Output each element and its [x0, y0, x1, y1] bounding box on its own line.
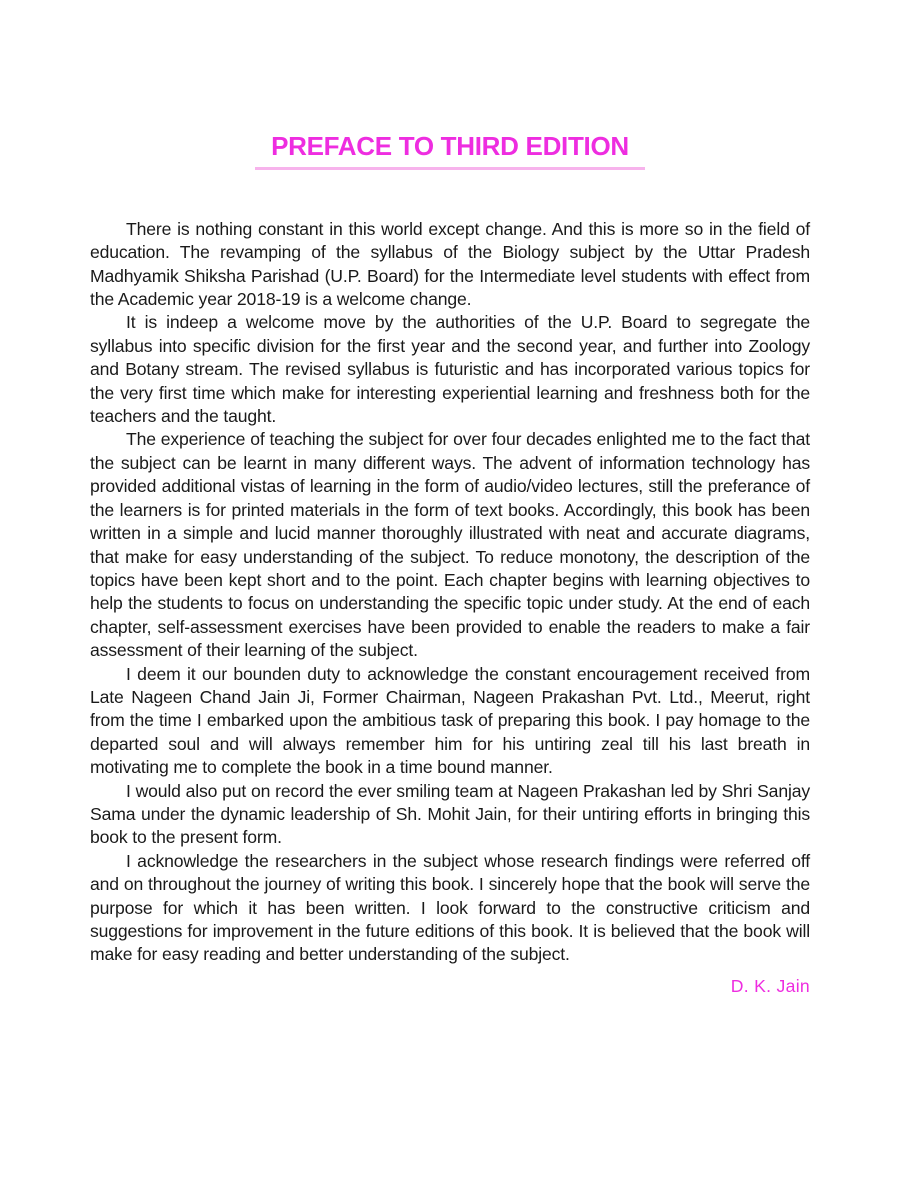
paragraph-2: It is indeep a welcome move by the authorities of the U.P. Board to segregate the syllabus into specific division for the first year and the second year, and further into Zoology and Botany stream. The revised syllabus is futuristic and has incorporated various topics for the very first time which make for interesting experiential learning and freshness both for the teachers and the taught.	[90, 312, 810, 427]
paragraph-3: The experience of teaching the subject for over four decades enlighted me to the fact that the subject can be learnt in many different ways. The advent of information technology has provided additional vistas of learning in the form of audio/video lectures, still the preferance of the learners is for printed materials in the form of text books. Accordingly, this book has been written in a simple and lucid manner thoroughly illustrated with neat and accurate diagrams, that make for easy understanding of the subject. To reduce monotony, the description of the topics have been kept short and to the point. Each chapter begins with learning objectives to help the students to focus on understanding the specific topic under study. At the end of each chapter, self-assessment exercises have been provided to enable the readers to make a fair assessment of their learning of the subject.	[90, 429, 810, 661]
page-title: PREFACE TO THIRD EDITION	[255, 127, 645, 170]
author-signature: D. K. Jain	[730, 975, 810, 996]
title-container	[90, 110, 810, 188]
paragraph-6: I acknowledge the researchers in the subject whose research findings were referred off and on throughout the journey of writing this book. I sincerely hope that the book will serve the purpose for which it has been written. I look forward to the constructive criticism and suggestions for improvement in the future editions of this book. It is believed that the book will make for easy reading and better understanding of the subject.	[90, 850, 810, 965]
preface-body	[90, 218, 810, 967]
paragraph-5: I would also put on record the ever smiling team at Nageen Prakashan led by Shri Sanjay Sama under the dynamic leadership of Sh. Mohit Jain, for their untiring efforts in bringing this book to the present form.	[90, 780, 810, 848]
paragraph-1: There is nothing constant in this world except change. And this is more so in the field of education. The revamping of the syllabus of the Biology subject by the Uttar Pradesh Madhyamik Shiksha Parishad (U.P. Board) for the Intermediate level students with effect from the Academic year 2018-19 is a welcome change.	[90, 218, 810, 310]
preface-page	[90, 110, 810, 999]
paragraph-4: I deem it our bounden duty to acknowledge the constant encouragement received from Late Nageen Chand Jain Ji, Former Chairman, Nageen Prakashan Pvt. Ltd., Meerut, right from the time I embarked upon the ambitious task of preparing this book. I pay homage to the departed soul and will always remember him for his untiring zeal till his last breath in motivating me to complete the book in a time bound manner.	[90, 663, 810, 778]
